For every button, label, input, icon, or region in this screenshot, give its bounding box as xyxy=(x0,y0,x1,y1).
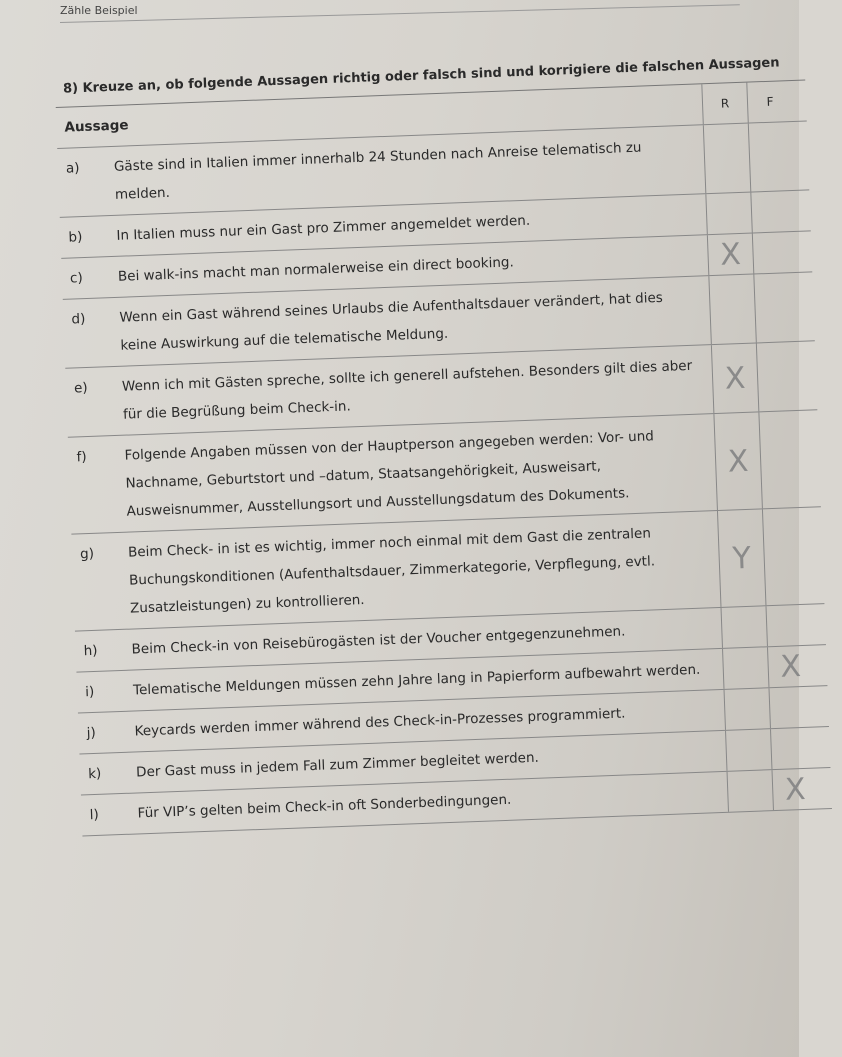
statement-letter: j) xyxy=(86,724,97,742)
checkbox-right[interactable] xyxy=(728,770,774,812)
handwritten-mark: X xyxy=(727,443,750,480)
statement-text: Wenn ich mit Gästen spreche, sollte ich generell aufstehen. Besonders gilt dies aber für die Begrüßung beim Check-in. xyxy=(121,357,693,423)
statement-letter: h) xyxy=(83,642,98,660)
checkbox-false[interactable] xyxy=(768,646,813,688)
checkbox-right[interactable] xyxy=(726,729,772,771)
statement-text: Folgende Angaben müssen von der Hauptperson angegeben werden: Vor- und Nachname, Geburtstort und –datum, Staatsangehörigkeit, Ausweisart, Ausweisnummer, Ausstellungsort und Ausstellungsdatum des Dokuments. xyxy=(124,428,655,520)
statement-text: Für VIP’s gelten beim Check-in oft Sonderbedingungen. xyxy=(137,791,512,822)
task-title: 8) Kreuze an, ob folgende Aussagen richtig oder falsch sind und korrigiere die falschen Aussagen xyxy=(62,55,780,97)
statement-text: Beim Check-in von Reisebürogästen ist der Voucher entgegenzunehmen. xyxy=(131,623,626,658)
checkbox-false[interactable] xyxy=(753,232,798,274)
page-header: Zähle Beispiel xyxy=(60,4,138,17)
statement-rows xyxy=(57,121,832,836)
checkbox-right[interactable] xyxy=(723,647,769,689)
checkbox-false[interactable] xyxy=(751,191,796,233)
column-header-right: R xyxy=(702,83,748,125)
statement-letter: e) xyxy=(73,379,88,397)
statement-text: In Italien muss nur ein Gast pro Zimmer angemeldet werden. xyxy=(116,212,531,244)
statement-letter: i) xyxy=(84,683,95,701)
statement-letter: g) xyxy=(79,545,95,563)
statement-text: Beim Check- in ist es wichtig, immer noch einmal mit dem Gast die zentralen Buchungskonditionen (Aufenthaltsdauer, Zimmerkategorie, Verpflegung, evtl. Zusatzleistungen) zu kontrollieren. xyxy=(127,525,656,617)
checkbox-false[interactable] xyxy=(749,122,795,192)
checkbox-right[interactable] xyxy=(712,343,759,413)
statement-letter: c) xyxy=(69,270,84,287)
handwritten-mark: Y xyxy=(731,540,752,576)
checkbox-right[interactable] xyxy=(725,688,771,730)
handwritten-mark: X xyxy=(779,648,802,685)
checkbox-right[interactable] xyxy=(709,274,756,344)
statement-letter: b) xyxy=(68,229,83,246)
checkbox-right[interactable] xyxy=(708,234,754,276)
checkbox-right[interactable] xyxy=(722,606,768,648)
statement-text: Der Gast muss in jedem Fall zum Zimmer begleitet werden. xyxy=(135,749,540,781)
statement-letter: a) xyxy=(65,160,80,177)
statement-letter: f) xyxy=(76,449,87,466)
checkbox-false[interactable] xyxy=(771,728,816,770)
handwritten-mark: X xyxy=(784,771,807,808)
checkbox-right[interactable] xyxy=(714,412,762,510)
statement-text: Gäste sind in Italien immer innerhalb 24 Stunden nach Anreise telematisch zu melden. xyxy=(113,139,642,203)
checkbox-false[interactable] xyxy=(773,769,818,811)
checkbox-false[interactable] xyxy=(770,687,815,729)
checkbox-false[interactable] xyxy=(763,508,810,606)
statement-letter: d) xyxy=(71,311,86,328)
statement-text: Wenn ein Gast während seines Urlaubs die Aufenthaltsdauer verändert, hat dies keine Auswirkung auf die telematische Meldung. xyxy=(119,289,664,354)
checkbox-false[interactable] xyxy=(766,605,811,647)
statement-header-label: Aussage xyxy=(64,117,129,136)
checkbox-right[interactable] xyxy=(704,124,751,194)
checkbox-false[interactable] xyxy=(757,342,803,412)
task-8 xyxy=(54,32,842,836)
handwritten-mark: X xyxy=(724,360,747,397)
checkbox-right[interactable] xyxy=(706,193,752,235)
statement-letter: k) xyxy=(87,765,102,783)
checkbox-false[interactable] xyxy=(759,411,806,509)
checkbox-false[interactable] xyxy=(754,273,800,343)
statement-text: Bei walk-ins macht man normalerweise ein direct booking. xyxy=(117,254,515,285)
statement-text: Keycards werden immer während des Check-in-Prozesses programmiert. xyxy=(134,705,626,740)
statement-letter: l) xyxy=(89,806,100,824)
handwritten-mark: X xyxy=(719,236,742,273)
column-header-false: F xyxy=(766,94,774,109)
checkbox-right[interactable] xyxy=(718,509,766,607)
statement-text: Telematische Meldungen müssen zehn Jahre lang in Papierform aufbewahrt werden. xyxy=(132,661,701,699)
statement-table xyxy=(56,79,832,836)
header-divider xyxy=(60,4,740,23)
